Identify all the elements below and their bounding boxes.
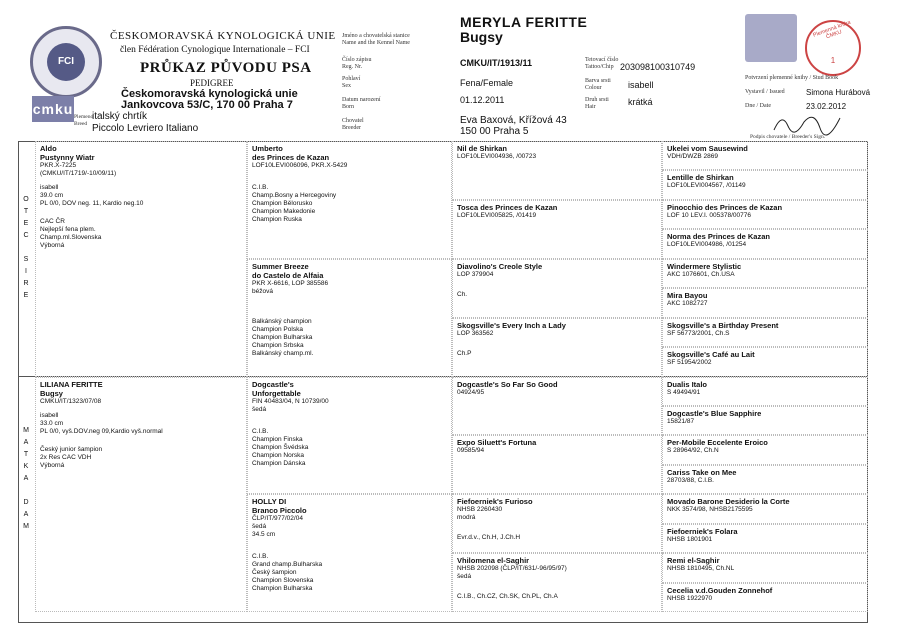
grandparent-title: Champion Bulharska bbox=[252, 585, 313, 593]
grandparent-kennel: des Princes de Kazan bbox=[252, 153, 330, 162]
great-grandparent-reg: LOP 379904 bbox=[457, 270, 494, 278]
grandparent-kennel: do Castelo de Alfaia bbox=[252, 270, 324, 280]
parent-title: Výborná bbox=[40, 242, 65, 249]
spacer bbox=[40, 208, 242, 218]
side-label-letter: M bbox=[23, 426, 29, 434]
great-grandparent-cell bbox=[452, 141, 662, 200]
grandparent-title: Champion Švédska bbox=[252, 443, 309, 451]
label-approved: Potvrzení plemenné knihy / Stud Book bbox=[745, 75, 839, 81]
gen4-ancestor-name: Pinocchio des Princes de Kazan bbox=[667, 202, 783, 212]
grandparent-title: Champion Ruska bbox=[252, 216, 302, 223]
parent-title: Champ.ml.Slovenska bbox=[40, 234, 102, 241]
breed-book-stamp bbox=[805, 20, 861, 76]
great-grandparent-title: Ch.P bbox=[457, 349, 472, 357]
gen4-ancestor-reg: LOF10LEVI004986, /01254 bbox=[667, 241, 747, 249]
great-grandparent-title: Ch. bbox=[457, 290, 468, 298]
grandparent-title: Balkánský champ.ml. bbox=[252, 349, 314, 357]
parent-reg2: (CMKU/IT/1719/-10/09/11) bbox=[40, 170, 117, 177]
gen4-ancestor-cell bbox=[662, 170, 868, 199]
label-name: Jméno a chovatelská stanice Name and the Kennel Name bbox=[342, 33, 410, 46]
signature bbox=[770, 108, 850, 136]
gen4-ancestor-cell bbox=[662, 259, 868, 288]
gen4-ancestor-reg: SF 56773/2001, Ch.S bbox=[667, 329, 730, 337]
great-grandparent-reg: NHSB 2260430 bbox=[457, 506, 503, 514]
gen4-ancestor-name: Fiefoerniek's Folara bbox=[667, 526, 738, 536]
grandparent-title: Balkánský champion bbox=[252, 317, 312, 325]
issued-by: Simona Hurábová bbox=[806, 88, 871, 97]
gen4-ancestor-name: Movado Barone Desiderio la Corte bbox=[667, 497, 790, 507]
great-grandparent-cell bbox=[452, 494, 662, 553]
parent-colour: isabell bbox=[40, 184, 59, 191]
grandparent-title: Champion Dánska bbox=[252, 459, 306, 467]
parent-title: Výborná bbox=[40, 461, 65, 469]
gen4-ancestor-cell bbox=[662, 494, 868, 523]
gen4-ancestor-name: Ukelei vom Sausewind bbox=[667, 144, 748, 153]
doc-title: PRŮKAZ PŮVODU PSA bbox=[140, 60, 312, 76]
gen4-ancestor-cell bbox=[662, 288, 868, 317]
side-label-letter: I bbox=[25, 268, 27, 275]
dam-cell bbox=[35, 377, 247, 613]
great-grandparent-reg: NHSB 202098 (ČLP/IT/631/-96/95/97) bbox=[457, 565, 567, 573]
dog-kennel: Bugsy bbox=[460, 29, 503, 45]
spacer bbox=[252, 414, 447, 428]
gen4-ancestor-cell bbox=[662, 465, 868, 494]
grandparent-cell bbox=[247, 377, 452, 495]
spacer bbox=[252, 296, 447, 318]
grandparent-title: C.I.B. bbox=[252, 553, 269, 561]
gen4-ancestor-cell bbox=[662, 200, 868, 229]
side-label-letter: E bbox=[23, 292, 29, 299]
gen4-ancestor-cell bbox=[662, 229, 868, 258]
breeder-line1: Eva Baxová, Křížová 43 bbox=[460, 115, 567, 126]
parent-name: LILIANA FERITTE bbox=[40, 379, 103, 389]
label-owner-sig: Podpis chovatele / Breeder's Sign. bbox=[750, 134, 826, 140]
grandparent-reg: LOF10LEVI006096, PKR.X-5429 bbox=[252, 162, 348, 169]
parent-size: 39.0 cm bbox=[40, 192, 64, 199]
parent-reg: PKR.X-7225 bbox=[40, 162, 77, 169]
breed-cz: italský chrtík bbox=[92, 111, 148, 122]
gen4-ancestor-name: Norma des Princes de Kazan bbox=[667, 232, 770, 242]
spacer bbox=[457, 581, 657, 593]
breed-label: Plemeno Breed bbox=[74, 114, 94, 127]
dog-dob: 01.12.2011 bbox=[460, 95, 505, 105]
cmku-logo: cmku bbox=[32, 96, 74, 122]
org-fci: člen Fédération Cynologique Internationale – FCI bbox=[120, 45, 310, 55]
label-chip: Tetovací číslo Tattoo/Chip bbox=[585, 57, 619, 70]
hologram-sticker bbox=[745, 14, 797, 62]
gen4-ancestor-reg: LOF10LEVI004567, /01149 bbox=[667, 182, 746, 190]
gen4-ancestor-reg: AKC 1076601, Ch.USA bbox=[667, 270, 735, 278]
fci-logo bbox=[30, 26, 102, 98]
parent-title: Nejlepší fena plem. bbox=[40, 226, 96, 233]
great-grandparent-cell bbox=[452, 553, 662, 612]
gen4-ancestor-cell bbox=[662, 435, 868, 464]
gen4-ancestor-reg: AKC 1082727 bbox=[667, 300, 708, 308]
great-grandparent-name: Dogcastle's So Far So Good bbox=[457, 379, 558, 389]
gen4-ancestor-cell bbox=[662, 141, 868, 170]
sire-cell bbox=[35, 141, 247, 377]
gen4-ancestor-name: Windermere Stylistic bbox=[667, 261, 742, 271]
grandparent-size: 34.5 cm bbox=[252, 531, 276, 539]
gen4-ancestor-reg: LOF 10 LEV.I. 005378/00776 bbox=[667, 211, 751, 219]
gen4-ancestor-name: Skogsville's Café au Lait bbox=[667, 350, 755, 360]
dog-hair: krátká bbox=[628, 97, 653, 107]
spacer bbox=[252, 170, 447, 184]
gen4-ancestor-cell bbox=[662, 406, 868, 435]
gen4-ancestor-name: Cecelia v.d.Gouden Zonnehof bbox=[667, 585, 773, 595]
great-grandparent-colour: modrá bbox=[457, 514, 476, 522]
grandparent-title: Champion Slovenska bbox=[252, 577, 314, 585]
grandparent-title: Champion Bělorusko bbox=[252, 200, 313, 207]
breed-it: Piccolo Levriero Italiano bbox=[92, 123, 199, 134]
fci-logo-text: FCI bbox=[47, 43, 85, 81]
stamp-number: 1 bbox=[830, 56, 836, 65]
label-colour: Barva srsti Colour bbox=[585, 78, 611, 91]
parent-health: PL 0/0, DOV neg. 11, Kardio neg.10 bbox=[40, 200, 144, 207]
great-grandparent-name: Vhilomena el-Saghir bbox=[457, 556, 530, 566]
dog-sex: Fena/Female bbox=[460, 78, 514, 88]
gen4-ancestor-reg: 28703/88, C.I.B. bbox=[667, 476, 714, 484]
gen4-ancestor-name: Mira Bayou bbox=[667, 291, 708, 301]
parent-kennel: Pustynny Wiatr bbox=[40, 153, 95, 162]
great-grandparent-reg: LOF10LEVI004936, /00723 bbox=[457, 153, 537, 160]
parent-title: Český junior šampion bbox=[40, 445, 103, 453]
grandparent-cell bbox=[247, 141, 452, 259]
grandparent-name: Umberto bbox=[252, 144, 283, 153]
grandparent-name: HOLLY DI bbox=[252, 497, 287, 507]
great-grandparent-name: Diavolino's Creole Style bbox=[457, 261, 543, 271]
grandparent-reg: FIN 40483/04, N 10739/00 bbox=[252, 397, 329, 405]
gen4-ancestor-cell bbox=[662, 347, 868, 376]
parent-size: 33.0 cm bbox=[40, 419, 64, 427]
gen4-ancestor-name: Cariss Take on Mee bbox=[667, 467, 737, 477]
side-label-letter: T bbox=[23, 450, 29, 458]
side-label-letter: D bbox=[23, 498, 29, 506]
label-reg: Číslo zápisu Reg. Nr. bbox=[342, 57, 372, 70]
gen4-ancestor-name: Per-Mobile Eccelente Eroico bbox=[667, 438, 768, 448]
gen4-ancestor-cell bbox=[662, 377, 868, 406]
grandparent-name: Dogcastle's bbox=[252, 379, 294, 389]
parent-colour: isabell bbox=[40, 411, 59, 419]
parent-health: PL 0/0, vyš.DOV.neg 09,Kardio vyš.normal bbox=[40, 427, 163, 435]
gen4-ancestor-cell bbox=[662, 583, 868, 612]
great-grandparent-name: Expo Siluett's Fortuna bbox=[457, 438, 537, 448]
grandparent-title: Champion Finska bbox=[252, 435, 303, 443]
gen4-ancestor-reg: NHSB 1810495, Ch.NL bbox=[667, 565, 735, 573]
gen4-ancestor-reg: S 28964/92, Ch.N bbox=[667, 447, 719, 455]
parent-reg: CMKU/IT/1323/07/08 bbox=[40, 397, 102, 405]
label-date: Dne / Date bbox=[745, 103, 771, 109]
gen4-ancestor-cell bbox=[662, 318, 868, 347]
grandparent-reg: PKR X-6616, LOP 385586 bbox=[252, 279, 329, 287]
breeder-line2: 150 00 Praha 5 bbox=[460, 126, 529, 137]
side-label-letter: M bbox=[23, 522, 29, 530]
great-grandparent-title: C.I.B., Ch.CZ, Ch.SK, Ch.PL, Ch.A bbox=[457, 593, 558, 601]
doc-subtitle: PEDIGREE bbox=[190, 78, 234, 88]
gen4-ancestor-reg: NHSB 1801901 bbox=[667, 535, 713, 543]
gen4-ancestor-name: Skogsville's a Birthday Present bbox=[667, 320, 779, 330]
grandparent-title: C.I.B. bbox=[252, 184, 269, 191]
dog-name: MERYLA FERITTE bbox=[460, 14, 588, 30]
gen4-ancestor-reg: SF 51954/2002 bbox=[667, 359, 712, 367]
side-label-letter: S bbox=[23, 256, 29, 263]
parent-title: CAC ČR bbox=[40, 218, 65, 225]
great-grandparent-cell bbox=[452, 259, 662, 318]
dog-reg: CMKU/IT/1913/11 bbox=[460, 58, 533, 68]
grandparent-name: Summer Breeze bbox=[252, 261, 309, 271]
org-address: Jankovcova 53/C, 170 00 Praha 7 bbox=[121, 99, 293, 111]
side-label-letter: A bbox=[23, 474, 29, 482]
great-grandparent-reg: LOP 363562 bbox=[457, 329, 494, 337]
great-grandparent-name: Tosca des Princes de Kazan bbox=[457, 202, 558, 212]
spacer bbox=[457, 522, 657, 534]
spacer bbox=[457, 279, 657, 291]
gen4-ancestor-name: Remi el-Saghir bbox=[667, 556, 720, 566]
dog-colour: isabell bbox=[628, 80, 654, 90]
great-grandparent-name: Nil de Shirkan bbox=[457, 144, 508, 153]
grandparent-title: Grand champ.Bulharska bbox=[252, 561, 323, 569]
side-label-letter: K bbox=[23, 462, 29, 470]
org-title: ČESKOMORAVSKÁ KYNOLOGICKÁ UNIE bbox=[110, 30, 336, 42]
label-issued: Vystavil / Issued bbox=[745, 89, 785, 95]
dog-chip: 203098100310749 bbox=[620, 62, 696, 72]
grandparent-kennel: Unforgettable bbox=[252, 388, 301, 398]
great-grandparent-title: Evr.d.v., Ch.H, J.Ch.H bbox=[457, 534, 521, 542]
gen4-ancestor-reg: S 49494/91 bbox=[667, 388, 701, 396]
side-label-letter: O bbox=[23, 196, 29, 203]
great-grandparent-cell bbox=[452, 435, 662, 494]
great-grandparent-reg: 09585/94 bbox=[457, 447, 485, 455]
side-label-letter: R bbox=[23, 280, 29, 287]
grandparent-title: Champion Makedonie bbox=[252, 208, 316, 215]
gen4-ancestor-reg: NKK 3574/98, NHSB2175595 bbox=[667, 506, 753, 514]
label-sex: Pohlaví Sex bbox=[342, 76, 361, 89]
label-breeder: Chovatel Breeder bbox=[342, 118, 364, 131]
great-grandparent-name: Fiefoerniek's Furioso bbox=[457, 497, 533, 507]
gen4-ancestor-name: Lentille de Shirkan bbox=[667, 173, 734, 183]
great-grandparent-name: Skogsville's Every Inch a Lady bbox=[457, 320, 566, 330]
gen4-ancestor-cell bbox=[662, 553, 868, 582]
great-grandparent-cell bbox=[452, 318, 662, 377]
org-name: Českomoravská kynologická unie bbox=[121, 88, 298, 100]
grandparent-colour: šedá bbox=[252, 523, 267, 531]
side-label-letter: T bbox=[23, 208, 29, 215]
stamp-text: Plemenná kniha ČMKU bbox=[812, 19, 852, 41]
grandparent-title: C.I.B. bbox=[252, 427, 269, 435]
grandparent-title: Champion Bulharska bbox=[252, 333, 313, 341]
grandparent-colour: šedá bbox=[252, 405, 267, 413]
grandparent-reg: ČLP/IT/977/02/04 bbox=[252, 515, 303, 523]
side-label-letter: A bbox=[23, 438, 29, 446]
great-grandparent-reg: 04924/95 bbox=[457, 388, 485, 396]
label-dob: Datum narození Born bbox=[342, 97, 381, 110]
grandparent-title: Český šampion bbox=[252, 569, 297, 577]
grandparent-kennel: Branco Piccolo bbox=[252, 506, 307, 516]
gen4-ancestor-name: Dualis Italo bbox=[667, 379, 708, 389]
spacer bbox=[40, 436, 242, 446]
great-grandparent-cell bbox=[452, 200, 662, 259]
gen4-ancestor-reg: 15821/87 bbox=[667, 417, 695, 425]
parent-title: 2x Res CAC VDH bbox=[40, 453, 92, 461]
spacer bbox=[457, 338, 657, 350]
spacer bbox=[252, 539, 447, 553]
great-grandparent-cell bbox=[452, 377, 662, 436]
side-label-letter: E bbox=[23, 220, 29, 227]
great-grandparent-reg: LOF10LEVI005825, /01419 bbox=[457, 211, 537, 219]
gen4-ancestor-cell bbox=[662, 524, 868, 553]
gen4-ancestor-name: Dogcastle's Blue Sapphire bbox=[667, 408, 762, 418]
grandparent-cell bbox=[247, 494, 452, 612]
grandparent-title: Champion Norska bbox=[252, 451, 305, 459]
parent-kennel: Bugsy bbox=[40, 388, 63, 398]
label-hair: Druh srsti Hair bbox=[585, 97, 609, 110]
side-label-letter: A bbox=[23, 510, 29, 518]
grandparent-title: Champion Polska bbox=[252, 325, 303, 333]
parent-name: Aldo bbox=[40, 144, 57, 153]
grandparent-cell bbox=[247, 259, 452, 377]
side-label-letter: C bbox=[23, 232, 29, 239]
grandparent-title: Champ.Bosny a Hercegoviny bbox=[252, 192, 337, 199]
grandparent-colour: béžová bbox=[252, 287, 273, 295]
great-grandparent-colour: šedá bbox=[457, 573, 472, 581]
issue-date: 23.02.2012 bbox=[806, 102, 847, 111]
grandparent-title: Champion Srbska bbox=[252, 341, 304, 349]
gen4-ancestor-reg: VDH/DWZB 2869 bbox=[667, 153, 718, 160]
gen4-ancestor-reg: NHSB 1922970 bbox=[667, 594, 713, 602]
